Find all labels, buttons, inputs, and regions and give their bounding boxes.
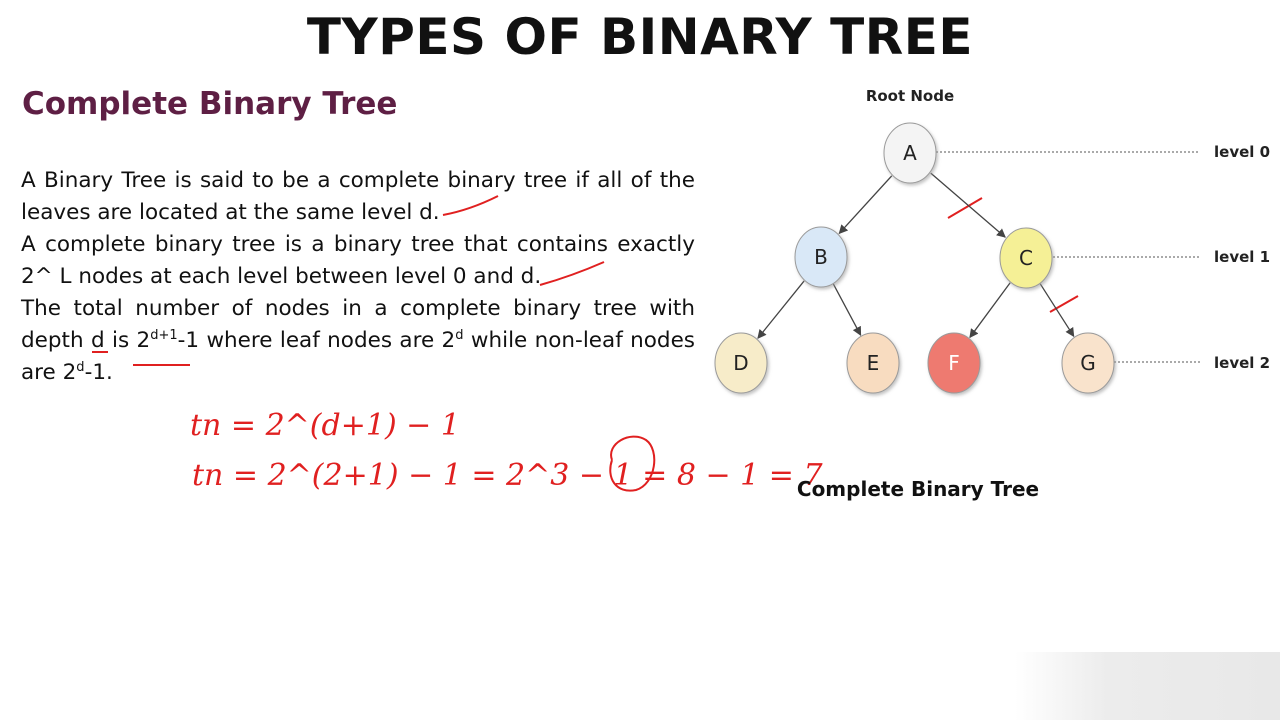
paragraph-3	[21, 293, 695, 389]
root-node-label: Root Node	[865, 87, 955, 105]
p3-text-a: The total number of nodes in a complete binary tree with depth d is 2	[21, 296, 695, 353]
binary-tree-diagram	[700, 80, 1280, 520]
edge-C-G	[1040, 284, 1074, 336]
edge-A-B	[839, 176, 892, 234]
node-E	[847, 333, 899, 393]
slide-title: TYPES OF BINARY TREE	[306, 8, 974, 66]
edge-C-F	[970, 283, 1010, 338]
level-1-label: level 1	[1214, 248, 1271, 266]
node-C	[1000, 228, 1052, 288]
section-title: Complete Binary Tree	[22, 86, 398, 122]
definition-text	[21, 165, 695, 389]
p3-superscript-2: d	[455, 328, 464, 343]
edge-A-C	[931, 173, 1005, 237]
paragraph-2: A complete binary tree is a binary tree that contains exactly 2^ L nodes at each level between level 0 and d.	[21, 232, 695, 289]
node-label-C: C	[1019, 246, 1033, 270]
node-label-A: A	[903, 141, 917, 165]
p3-superscript-3: d	[76, 360, 85, 375]
node-A	[884, 123, 936, 183]
level-2-label: level 2	[1214, 354, 1271, 372]
node-label-D: D	[733, 351, 749, 375]
edge-B-D	[758, 281, 804, 338]
node-B	[795, 227, 847, 287]
corner-shade	[1015, 652, 1280, 720]
node-label-B: B	[814, 245, 828, 269]
diagram-caption: Complete Binary Tree	[796, 477, 1040, 501]
tree-nodes	[715, 123, 1114, 393]
node-F	[928, 333, 980, 393]
edge-B-E	[833, 284, 860, 335]
handwritten-formula-1: tn = 2^(d+1) − 1	[190, 408, 460, 443]
p3-text-b: -1 where leaf nodes are 2	[177, 328, 456, 353]
node-G	[1062, 333, 1114, 393]
paragraph-1: A Binary Tree is said to be a complete binary tree if all of the leaves are located at the same level d.	[21, 168, 695, 225]
p3-text-d: -1.	[84, 360, 113, 385]
level-0-label: level 0	[1214, 143, 1271, 161]
p3-text-c: while non-leaf nodes are 2	[21, 328, 695, 385]
handwritten-formula-2: tn = 2^(2+1) − 1 = 2^3 − 1 = 8 − 1 = 7	[192, 458, 823, 493]
node-label-E: E	[866, 351, 880, 375]
node-label-G: G	[1080, 351, 1096, 375]
p3-superscript-1: d+1	[150, 328, 178, 343]
node-label-F: F	[948, 351, 960, 375]
node-D	[715, 333, 767, 393]
